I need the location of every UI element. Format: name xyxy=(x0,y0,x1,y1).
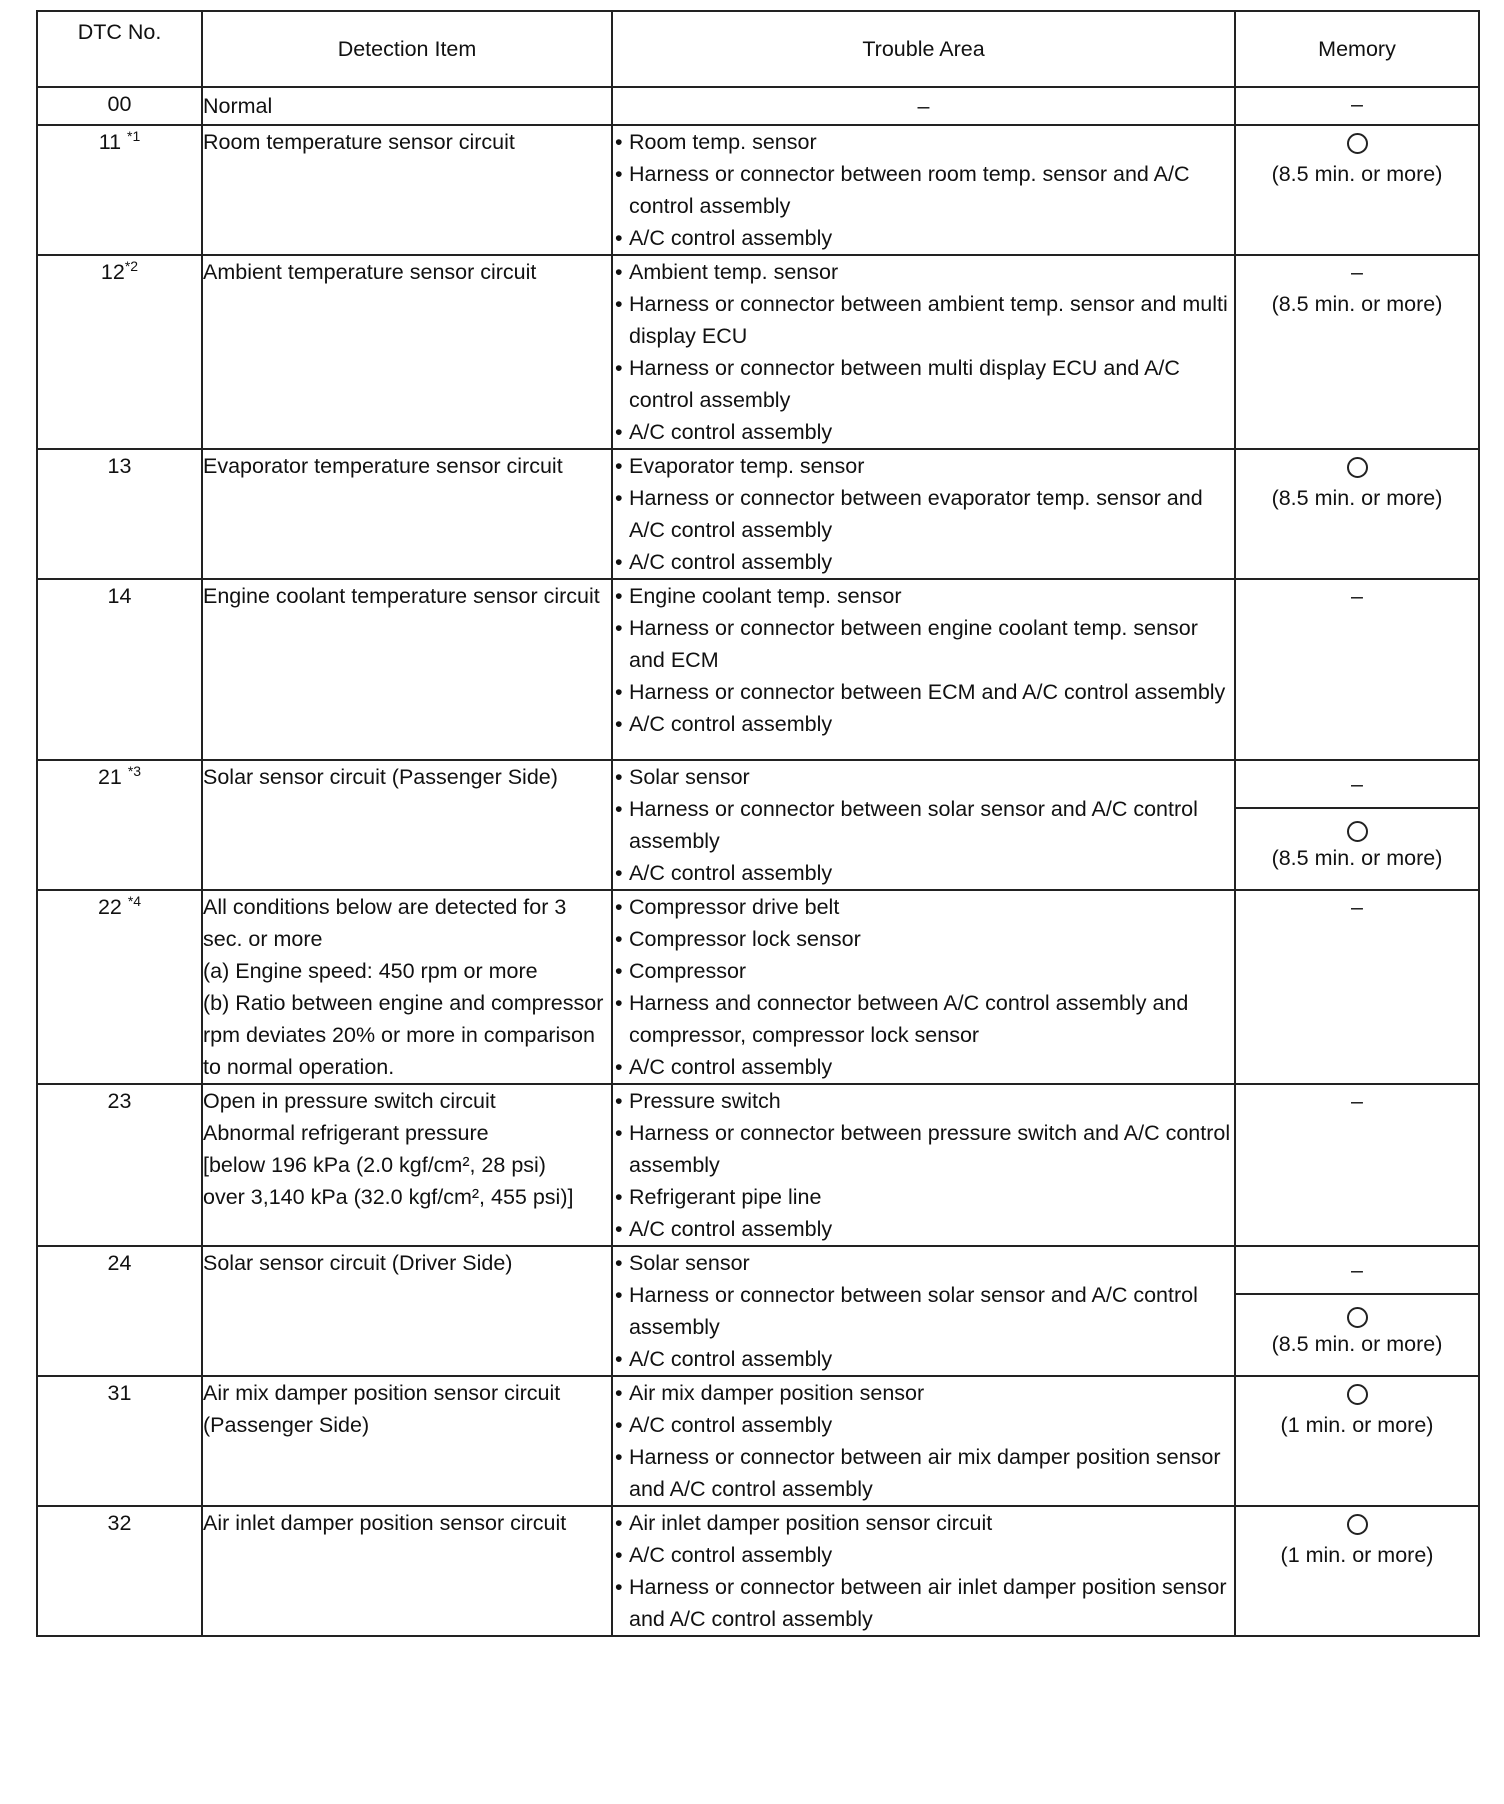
memory-cell xyxy=(1235,1246,1479,1376)
memory-split-bottom xyxy=(1236,1295,1478,1360)
memory-dash: – xyxy=(1351,895,1363,919)
detection-item-line: All conditions below are detected for 3 sec. or more xyxy=(203,895,567,951)
dtc-number-cell xyxy=(37,87,202,125)
memory-note: (1 min. or more) xyxy=(1280,1413,1434,1437)
memory-note: (8.5 min. or more) xyxy=(1271,486,1443,510)
trouble-area-list xyxy=(613,580,1234,740)
detection-item-line: Ambient temperature sensor circuit xyxy=(203,260,537,284)
trouble-area-item: • A/C control assembly xyxy=(613,708,1234,740)
table-row xyxy=(37,890,1479,1084)
trouble-area-item: • Compressor drive belt xyxy=(613,891,1234,923)
trouble-area-item: • Air mix damper position sensor xyxy=(613,1377,1234,1409)
trouble-area-item: • Room temp. sensor xyxy=(613,126,1234,158)
dtc-number-cell xyxy=(37,1246,202,1376)
header-memory: Memory xyxy=(1235,11,1479,87)
table-row xyxy=(37,1084,1479,1246)
table-row xyxy=(37,255,1479,449)
trouble-area-item: • Engine coolant temp. sensor xyxy=(613,580,1234,612)
memory-circle-icon xyxy=(1236,126,1478,158)
dtc-table xyxy=(36,10,1480,1637)
trouble-area-list xyxy=(613,891,1234,1083)
trouble-area-cell xyxy=(612,1506,1235,1636)
detection-item-line: Solar sensor circuit (Passenger Side) xyxy=(203,765,558,789)
trouble-area-cell xyxy=(612,890,1235,1084)
table-row xyxy=(37,87,1479,125)
trouble-area-cell xyxy=(612,255,1235,449)
detection-item-line: (a) Engine speed: 450 rpm or more xyxy=(203,959,538,983)
trouble-area-cell xyxy=(612,125,1235,255)
detection-item-line: Evaporator temperature sensor circuit xyxy=(203,454,563,478)
memory-split-bottom xyxy=(1236,809,1478,874)
dtc-number: 21 xyxy=(97,765,128,789)
trouble-area-item: • Pressure switch xyxy=(613,1085,1234,1117)
trouble-area-item: • A/C control assembly xyxy=(613,857,1234,889)
detection-item-line: Room temperature sensor circuit xyxy=(203,130,515,154)
dtc-number-cell xyxy=(37,1376,202,1506)
detection-item-line: Air mix damper position sensor circuit xyxy=(203,1381,561,1405)
trouble-area-cell xyxy=(612,579,1235,760)
trouble-area-item: • Ambient temp. sensor xyxy=(613,256,1234,288)
trouble-area-item: • A/C control assembly xyxy=(613,1213,1234,1245)
trouble-area-item: • Solar sensor xyxy=(613,1247,1234,1279)
table-row xyxy=(37,579,1479,760)
dtc-footnote-mark: *1 xyxy=(127,127,141,144)
memory-cell xyxy=(1235,125,1479,255)
dtc-number: 13 xyxy=(107,454,132,478)
detection-item-line: (b) Ratio between engine and compressor rpm deviates 20% or more in comparison to normal operation. xyxy=(203,991,604,1079)
dtc-number-cell xyxy=(37,255,202,449)
dtc-number: 32 xyxy=(107,1511,132,1535)
memory-circle-icon xyxy=(1236,1507,1478,1539)
detection-item-line: Abnormal refrigerant pressure xyxy=(203,1121,489,1145)
detection-item-cell xyxy=(202,1246,612,1376)
detection-item-cell xyxy=(202,760,612,890)
memory-cell xyxy=(1235,449,1479,579)
table-header-row xyxy=(37,11,1479,87)
memory-cell xyxy=(1235,760,1479,890)
trouble-area-item: • Harness or connector between air mix damper position sensor and A/C control assembly xyxy=(613,1441,1234,1505)
dtc-number: 31 xyxy=(107,1381,132,1405)
table-row xyxy=(37,1506,1479,1636)
dtc-number: 24 xyxy=(107,1251,132,1275)
memory-dash: – xyxy=(1351,92,1363,116)
dtc-number-cell xyxy=(37,1506,202,1636)
trouble-area-cell xyxy=(612,1376,1235,1506)
trouble-area-item: • A/C control assembly xyxy=(613,546,1234,578)
trouble-area-item: • Air inlet damper position sensor circuit xyxy=(613,1507,1234,1539)
memory-dash: – xyxy=(1351,1089,1363,1113)
trouble-area-item: • Harness or connector between ECM and A/C control assembly xyxy=(613,676,1234,708)
dtc-footnote-mark: *2 xyxy=(124,257,139,274)
trouble-area-item: • A/C control assembly xyxy=(613,1051,1234,1083)
trouble-area-cell xyxy=(612,449,1235,579)
trouble-area-list xyxy=(613,1507,1234,1635)
trouble-area-item: • Evaporator temp. sensor xyxy=(613,450,1234,482)
dtc-footnote-mark: *4 xyxy=(127,892,142,909)
table-row xyxy=(37,760,1479,890)
memory-note: (1 min. or more) xyxy=(1280,1543,1434,1567)
memory-cell xyxy=(1235,1376,1479,1506)
trouble-area-cell xyxy=(612,760,1235,890)
detection-item-cell xyxy=(202,1376,612,1506)
memory-split-top xyxy=(1236,761,1478,809)
detection-item-cell xyxy=(202,449,612,579)
memory-note: (8.5 min. or more) xyxy=(1271,846,1443,870)
dtc-number-cell xyxy=(37,579,202,760)
dtc-footnote-mark: *3 xyxy=(127,762,142,779)
detection-item-cell xyxy=(202,1084,612,1246)
trouble-area-item: • Harness or connector between multi display ECU and A/C control assembly xyxy=(613,352,1234,416)
table-body xyxy=(37,87,1479,1636)
trouble-area-list xyxy=(613,761,1234,889)
dtc-number: 22 xyxy=(97,895,128,919)
trouble-area-item: • Harness or connector between solar sensor and A/C control assembly xyxy=(613,793,1234,857)
detection-item-cell xyxy=(202,1506,612,1636)
trouble-area-list xyxy=(613,1085,1234,1245)
memory-cell xyxy=(1235,890,1479,1084)
detection-item-line: Normal xyxy=(203,94,273,118)
dtc-number-cell xyxy=(37,760,202,890)
detection-item-line: [below 196 kPa (2.0 kgf/cm², 28 psi) xyxy=(203,1153,546,1177)
trouble-area-item: • A/C control assembly xyxy=(613,416,1234,448)
memory-cell xyxy=(1235,1506,1479,1636)
detection-item-cell xyxy=(202,255,612,449)
trouble-area-item: • A/C control assembly xyxy=(613,1343,1234,1375)
memory-note: (8.5 min. or more) xyxy=(1271,1332,1443,1356)
detection-item-cell xyxy=(202,125,612,255)
dtc-number-cell xyxy=(37,890,202,1084)
memory-circle-icon xyxy=(1347,1307,1368,1328)
trouble-area-item: • Harness or connector between room temp. sensor and A/C control assembly xyxy=(613,158,1234,222)
trouble-area-item: • Harness and connector between A/C control assembly and compressor, compressor lock sensor xyxy=(613,987,1234,1051)
dtc-number-cell xyxy=(37,125,202,255)
detection-item-cell xyxy=(202,890,612,1084)
trouble-area-item: • Harness or connector between air inlet damper position sensor and A/C control assembly xyxy=(613,1571,1234,1635)
detection-item-cell xyxy=(202,579,612,760)
detection-item-line: Open in pressure switch circuit xyxy=(203,1089,496,1113)
trouble-area-list xyxy=(613,256,1234,448)
trouble-area-cell xyxy=(612,1084,1235,1246)
trouble-area-item: • Compressor xyxy=(613,955,1234,987)
trouble-area-item: • A/C control assembly xyxy=(613,1409,1234,1441)
trouble-area-list xyxy=(613,1247,1234,1375)
dtc-number: 00 xyxy=(107,92,132,116)
memory-dash: – xyxy=(1351,260,1363,284)
trouble-area-item: • Harness or connector between engine coolant temp. sensor and ECM xyxy=(613,612,1234,676)
trouble-area-cell xyxy=(612,87,1235,125)
memory-dash: – xyxy=(1351,772,1363,796)
memory-circle-icon xyxy=(1236,450,1478,482)
trouble-area-item: • Compressor lock sensor xyxy=(613,923,1234,955)
trouble-area-list xyxy=(613,1377,1234,1505)
detection-item-line: Solar sensor circuit (Driver Side) xyxy=(203,1251,513,1275)
trouble-area-none: – xyxy=(917,94,930,118)
trouble-area-item: • A/C control assembly xyxy=(613,1539,1234,1571)
table-row xyxy=(37,1376,1479,1506)
trouble-area-item: • A/C control assembly xyxy=(613,222,1234,254)
memory-cell xyxy=(1235,255,1479,449)
trouble-area-item: • Harness or connector between evaporator temp. sensor and A/C control assembly xyxy=(613,482,1234,546)
header-dtc-no: DTC No. xyxy=(37,11,202,87)
memory-note: (8.5 min. or more) xyxy=(1271,162,1443,186)
trouble-area-item: • Solar sensor xyxy=(613,761,1234,793)
dtc-number: 12 xyxy=(100,260,125,284)
detection-item-line: (Passenger Side) xyxy=(203,1413,370,1437)
header-trouble-area: Trouble Area xyxy=(612,11,1235,87)
trouble-area-item: • Harness or connector between solar sensor and A/C control assembly xyxy=(613,1279,1234,1343)
dtc-number-cell xyxy=(37,1084,202,1246)
trouble-area-item: • Refrigerant pipe line xyxy=(613,1181,1234,1213)
trouble-area-item: • Harness or connector between pressure switch and A/C control assembly xyxy=(613,1117,1234,1181)
memory-circle-icon xyxy=(1236,1377,1478,1409)
trouble-area-cell xyxy=(612,1246,1235,1376)
detection-item-line: over 3,140 kPa (32.0 kgf/cm², 455 psi)] xyxy=(203,1185,574,1209)
table-row xyxy=(37,125,1479,255)
memory-note: (8.5 min. or more) xyxy=(1271,292,1443,316)
dtc-number: 23 xyxy=(107,1089,132,1113)
memory-cell xyxy=(1235,87,1479,125)
dtc-number-cell xyxy=(37,449,202,579)
trouble-area-item: • Harness or connector between ambient temp. sensor and multi display ECU xyxy=(613,288,1234,352)
table-row xyxy=(37,449,1479,579)
header-detection-item: Detection Item xyxy=(202,11,612,87)
trouble-area-list xyxy=(613,450,1234,578)
memory-dash: – xyxy=(1351,1258,1363,1282)
memory-split-top xyxy=(1236,1247,1478,1295)
table-row xyxy=(37,1246,1479,1376)
dtc-number: 11 xyxy=(98,130,128,154)
trouble-area-list xyxy=(613,126,1234,254)
detection-item-line: Engine coolant temperature sensor circuit xyxy=(203,584,600,608)
memory-cell xyxy=(1235,579,1479,760)
memory-cell xyxy=(1235,1084,1479,1246)
dtc-number: 14 xyxy=(107,584,132,608)
detection-item-line: Air inlet damper position sensor circuit xyxy=(203,1511,567,1535)
memory-circle-icon xyxy=(1347,821,1368,842)
memory-dash: – xyxy=(1351,584,1363,608)
detection-item-cell xyxy=(202,87,612,125)
